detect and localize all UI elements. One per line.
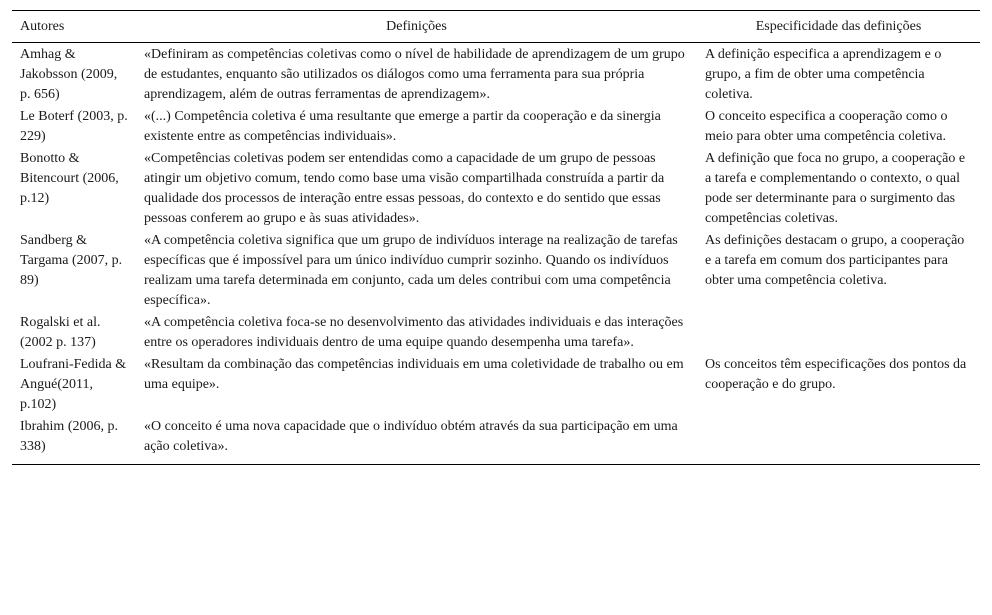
table-row [12, 43, 980, 106]
cell-specificity: As definições destacam o grupo, a cooperação e a tarefa em comum dos participantes para obter uma competência coletiva. [705, 233, 965, 288]
cell-definition: «Definiram as competências coletivas como o nível de habilidade de aprendizagem de um grupo de estudantes, enquanto são utilizados os diálogos como uma ferramenta para sua própria aprendizagem, além de outras ferramentas de aprendizagem». [144, 47, 685, 102]
table-row [12, 147, 980, 229]
header-autores: Autores [12, 11, 136, 43]
cell-definition: «O conceito é uma nova capacidade que o indivíduo obtém através da sua participação em uma ação coletiva». [136, 415, 697, 465]
cell-author: Le Boterf (2003, p. 229) [20, 109, 128, 144]
cell-definition: «Resultam da combinação das competências individuais em uma coletividade de trabalho ou em uma equipe». [144, 357, 684, 392]
cell-author: Ibrahim (2006, p. 338) [12, 415, 136, 465]
cell-author: Bonotto & Bitencourt (2006, p.12) [20, 151, 119, 206]
table-row [12, 353, 980, 415]
cell-specificity: Os conceitos têm especificações dos pontos da cooperação e do grupo. [705, 357, 967, 392]
cell-specificity [697, 415, 980, 465]
table-body [12, 43, 980, 465]
table-row [12, 311, 980, 353]
cell-definition: «(...) Competência coletiva é uma resultante que emerge a partir da cooperação e da sinergia existente entre as competências individuais». [144, 109, 661, 144]
cell-specificity: A definição que foca no grupo, a cooperação e a tarefa e complementando o contexto, o qual pode ser determinante para o surgimento das competências coletivas. [705, 151, 966, 226]
table-row [12, 229, 980, 311]
cell-specificity [697, 311, 980, 353]
cell-author: Rogalski et al. (2002 p. 137) [20, 315, 101, 350]
cell-author: Amhag & Jakobsson (2009, p. 656) [20, 47, 118, 102]
cell-definition: «Competências coletivas podem ser entendidas como a capacidade de um grupo de pessoas atingir um objetivo comum, tendo como base uma visão compartilhada construída a partir da qualidade dos processos de interação entre essas pessoas, do contexto e do sentido que essas pessoas conferem ao grupo e às suas atividades». [144, 151, 665, 226]
table-row [12, 105, 980, 147]
cell-specificity: A definição especifica a aprendizagem e o grupo, a fim de obter uma competência coletiva. [705, 47, 942, 102]
definitions-table-container [12, 10, 980, 465]
table-header [12, 11, 980, 43]
cell-definition: «A competência coletiva foca-se no desenvolvimento das atividades individuais e das interações entre os operadores individuais dentro de uma equipe quando desempenha uma tarefa». [144, 315, 684, 350]
definitions-table [12, 10, 980, 465]
header-row [12, 11, 980, 43]
header-definicoes: Definições [136, 11, 697, 43]
cell-specificity: O conceito especifica a cooperação como o meio para obter uma competência coletiva. [705, 109, 948, 144]
cell-author: Sandberg & Targama (2007, p. 89) [20, 233, 123, 288]
cell-definition: «A competência coletiva significa que um grupo de indivíduos interage na realização de tarefas específicas que é impossível para um único indivíduo cumprir sozinho. Quando os indivíduos realizam uma tarefa determinada em conjunto, cada um deles contribui com uma competência específica». [144, 233, 678, 308]
table-row [12, 415, 980, 465]
cell-author: Loufrani-Fedida & Angué(2011, p.102) [20, 357, 127, 412]
header-especificidade: Especificidade das definições [697, 11, 980, 43]
